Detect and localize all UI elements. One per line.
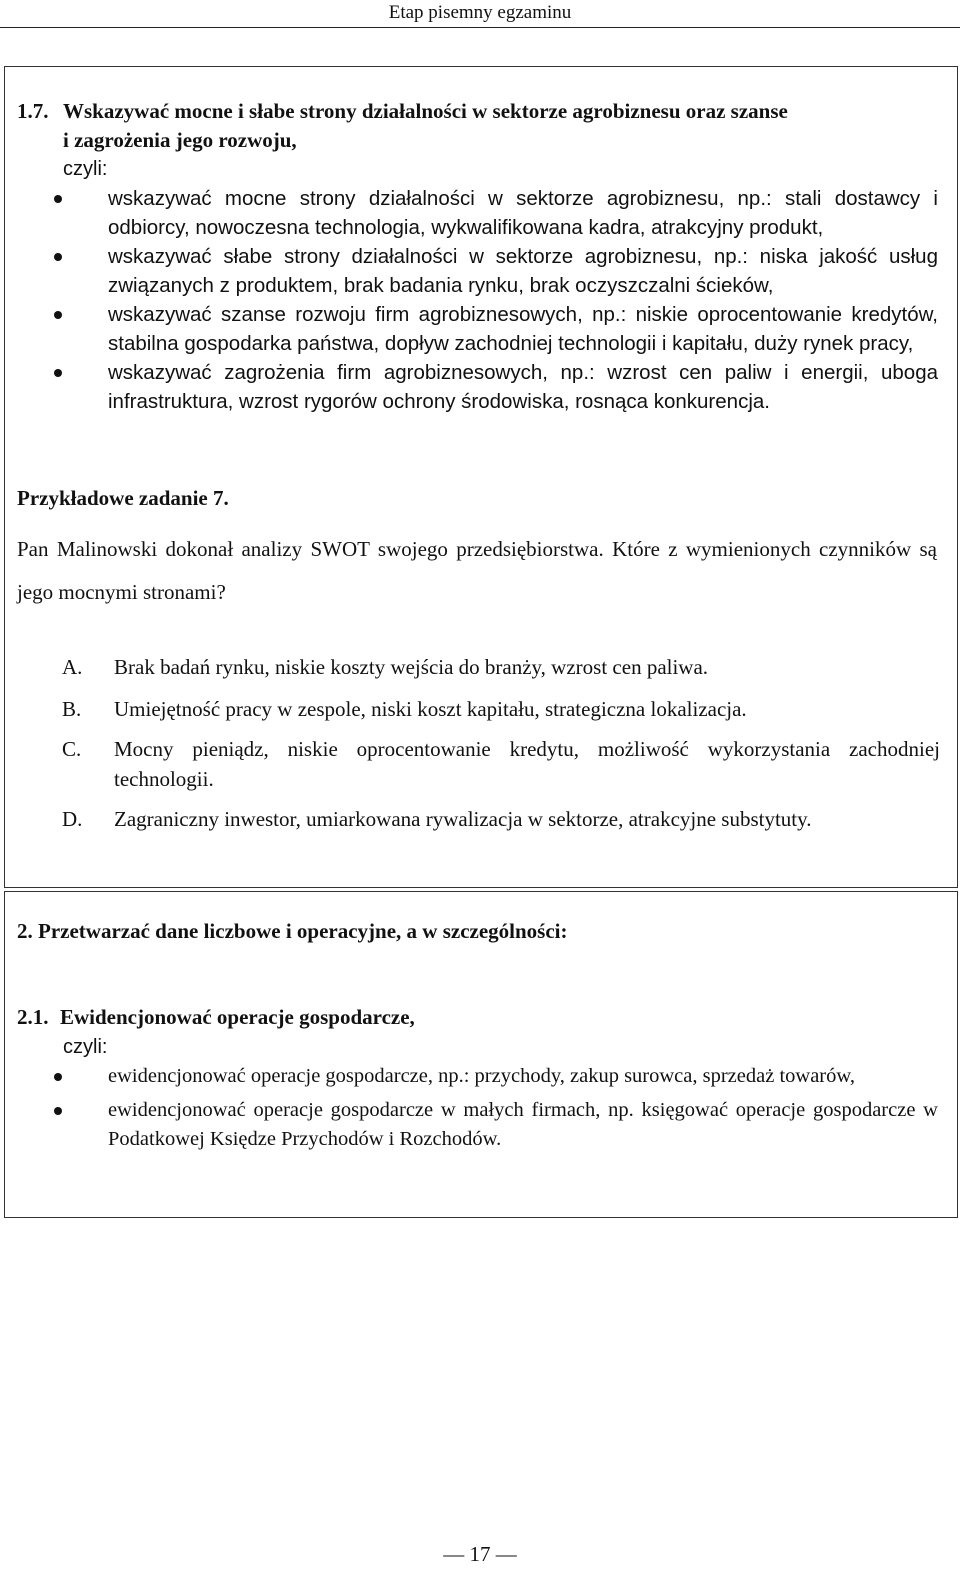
answer-option-b: B. Umiejętność pracy w zespole, niski koszt kapitału, strategiczna lokalizacja.	[62, 697, 747, 721]
list-item: wskazywać szanse rozwoju firm agrobiznesowych, np.: niskie oprocentowanie kredytów, stabilna gospodarka państwa, dopływ zachodniej technologii i kapitału, duży rynek pracy,	[108, 300, 938, 358]
section-1-7-number: 1.7.	[17, 99, 49, 123]
page-number: — 17 —	[443, 1542, 517, 1566]
bullet-icon	[54, 311, 62, 319]
section-1-7-title-line2: i zagrożenia jego rozwoju,	[63, 128, 297, 152]
bullet-icon	[54, 253, 62, 261]
header-rule	[0, 27, 960, 28]
list-item: wskazywać słabe strony działalności w sektorze agrobiznesu, np.: niska jakość usług związanych z produktem, brak badania rynku, brak oczyszczalni ścieków,	[108, 242, 938, 300]
list-item: wskazywać mocne strony działalności w sektorze agrobiznesu, np.: stali dostawcy i odbiorcy, nowoczesna technologia, wykwalifikowana kadra, atrakcyjny produkt,	[108, 184, 938, 242]
bullet-icon	[54, 1073, 62, 1081]
bullet-icon	[54, 195, 62, 203]
list-item: wskazywać zagrożenia firm agrobiznesowych, np.: wzrost cen paliw i energii, uboga infrastruktura, wzrost rygorów ochrony środowiska, rosnąca konkurencja.	[108, 358, 938, 416]
bullet-icon	[54, 1107, 62, 1115]
example-task-question: Pan Malinowski dokonał analizy SWOT swojego przedsiębiorstwa. Które z wymienionych czynników są jego mocnymi stronami?	[17, 537, 937, 604]
section-2-1-number: 2.1.	[17, 1005, 49, 1029]
running-header: Etap pisemny egzaminu	[388, 2, 572, 23]
section-1-7-title-line1: Wskazywać mocne i słabe strony działalności w sektorze agrobiznesu oraz szanse	[63, 99, 788, 123]
section-1-7-czyli: czyli:	[63, 158, 108, 180]
section-2-title: 2. Przetwarzać dane liczbowe i operacyjne, a w szczególności:	[17, 919, 568, 943]
section-2-1-czyli: czyli:	[63, 1036, 108, 1058]
bullet-icon	[54, 369, 62, 377]
section-1-7-bullet-list	[108, 184, 938, 416]
answer-option-c: C. Mocny pieniądz, niskie oprocentowanie kredytu, możliwość wykorzystania zachodniej technologii.	[62, 737, 940, 791]
answer-option-a: A. Brak badań rynku, niskie koszty wejścia do branży, wzrost cen paliwa.	[62, 655, 709, 679]
list-item: ewidencjonować operacje gospodarcze, np.: przychody, zakup surowca, sprzedaż towarów,	[108, 1062, 938, 1091]
answer-options	[62, 652, 940, 834]
section-2-1-bullet-list	[108, 1062, 938, 1154]
section-2-1-title: Ewidencjonować operacje gospodarcze,	[60, 1005, 415, 1029]
example-task-title: Przykładowe zadanie 7.	[17, 486, 229, 510]
answer-option-d: D. Zagraniczny inwestor, umiarkowana rywalizacja w sektorze, atrakcyjne substytuty.	[62, 807, 812, 831]
list-item: ewidencjonować operacje gospodarcze w małych firmach, np. księgować operacje gospodarcze w Podatkowej Księdze Przychodów i Rozchodów.	[108, 1096, 938, 1154]
